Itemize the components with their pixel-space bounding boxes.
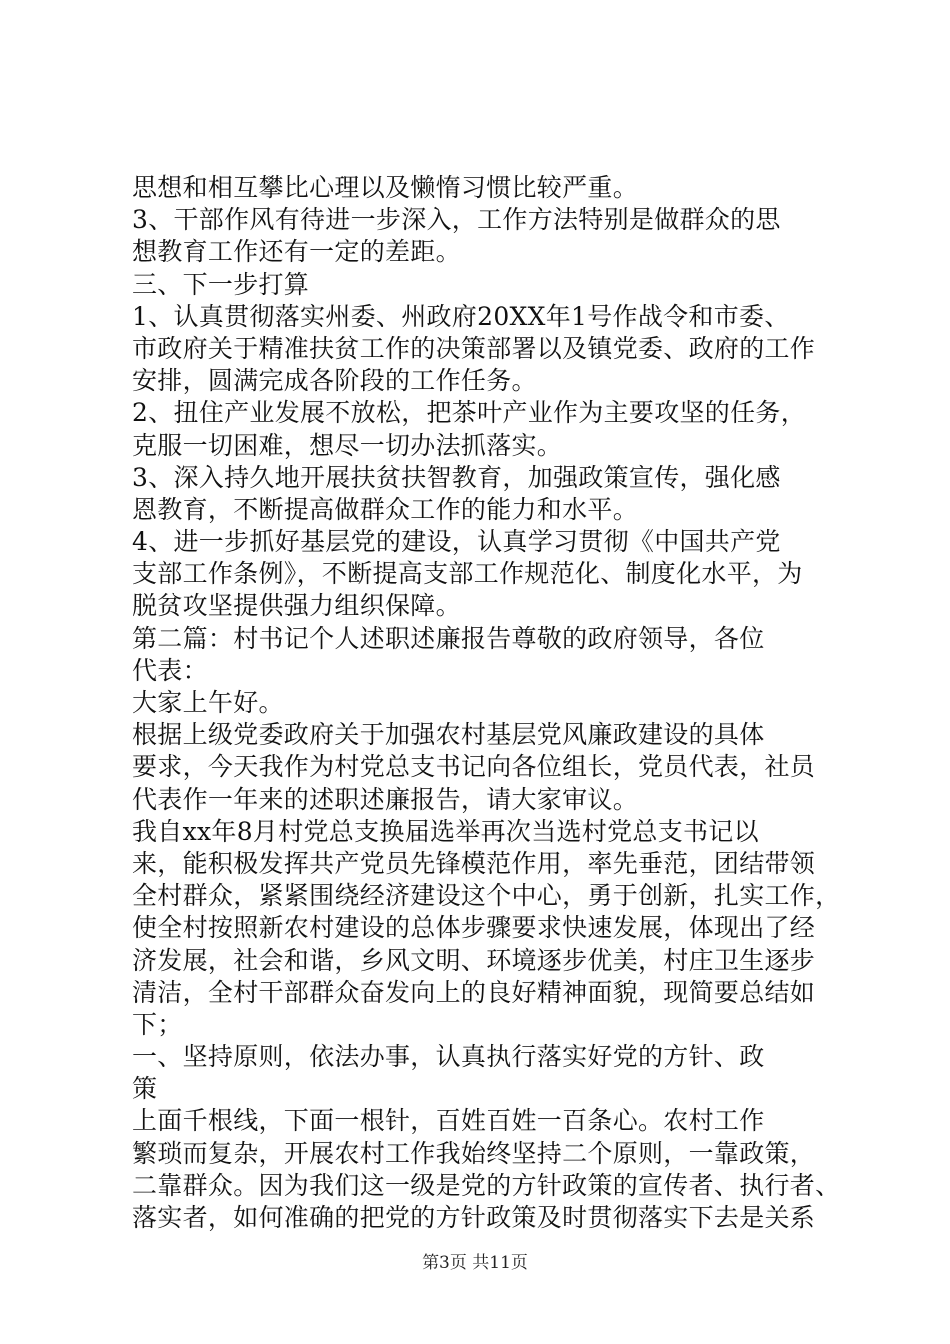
text-line: 大家上午好。 bbox=[132, 688, 284, 717]
text-line: 思想和相互攀比心理以及懒惰习惯比较严重。 bbox=[132, 173, 639, 202]
text-line: 清洁，全村干部群众奋发向上的良好精神面貌，现简要总结如 bbox=[132, 977, 816, 1007]
document-body bbox=[132, 172, 841, 1234]
text-line: 市政府关于精准扶贫工作的决策部署以及镇党委、政府的工作 bbox=[132, 333, 816, 363]
text-line: 脱贫攻坚提供强力组织保障。 bbox=[132, 591, 461, 621]
text-line: 我自xx年8月村党总支换届选举再次当选村党总支书记以 bbox=[132, 816, 759, 846]
text-line: 上面千根线，下面一根针，百姓百姓一百条心。农村工作 bbox=[132, 1106, 765, 1136]
text-line: 全村群众，紧紧围绕经济建设这个中心，勇于创新，扎实工作， bbox=[132, 881, 841, 911]
text-line: 济发展，社会和谐，乡风文明、环境逐步优美，村庄卫生逐步 bbox=[132, 945, 816, 975]
text-line: 1、认真贯彻落实州委、州政府20XX年1号作战令和市委、 bbox=[132, 301, 790, 331]
text-line: 第二篇：村书记个人述职述廉报告尊敬的政府领导，各位 bbox=[132, 623, 765, 653]
text-line: 想教育工作还有一定的差距。 bbox=[132, 237, 461, 267]
text-line: 二靠群众。因为我们这一级是党的方针政策的宣传者、执行者、 bbox=[132, 1170, 841, 1200]
text-line: 2、扭住产业发展不放松，把茶叶产业作为主要攻坚的任务， bbox=[132, 398, 807, 428]
page-number: 第3页 共11页 bbox=[422, 1253, 528, 1273]
text-line: 落实者，如何准确的把党的方针政策及时贯彻落实下去是关系 bbox=[132, 1203, 816, 1232]
text-line: 3、深入持久地开展扶贫扶智教育，加强政策宣传，强化感 bbox=[132, 462, 781, 492]
text-line: 使全村按照新农村建设的总体步骤要求快速发展，体现出了经 bbox=[132, 913, 816, 943]
text-line: 代表： bbox=[132, 655, 208, 685]
text-line: 3、干部作风有待进一步深入，工作方法特别是做群众的思 bbox=[132, 205, 781, 235]
section-heading: 三、下一步打算 bbox=[132, 269, 310, 299]
section-heading: 一、坚持原则，依法办事，认真执行落实好党的方针、政 bbox=[132, 1042, 765, 1072]
text-line: 4、进一步抓好基层党的建设，认真学习贯彻《中国共产党 bbox=[132, 527, 781, 557]
text-line: 策 bbox=[132, 1074, 158, 1104]
text-line: 恩教育，不断提高做群众工作的能力和水平。 bbox=[132, 494, 639, 524]
text-line: 繁琐而复杂，开展农村工作我始终坚持二个原则，一靠政策， bbox=[132, 1138, 816, 1168]
text-line: 要求，今天我作为村党总支书记向各位组长，党员代表，社员 bbox=[132, 752, 816, 782]
text-line: 克服一切困难，想尽一切办法抓落实。 bbox=[132, 430, 563, 460]
text-line: 来，能积极发挥共产党员先锋模范作用，率先垂范，团结带领 bbox=[132, 848, 816, 878]
text-line: 代表作一年来的述职述廉报告，请大家审议。 bbox=[132, 784, 639, 814]
text-line: 支部工作条例》，不断提高支部工作规范化、制度化水平，为 bbox=[132, 559, 803, 589]
text-line: 根据上级党委政府关于加强农村基层党风廉政建设的具体 bbox=[132, 720, 765, 750]
text-line: 安排，圆满完成各阶段的工作任务。 bbox=[132, 366, 537, 396]
text-line: 下； bbox=[132, 1009, 183, 1039]
